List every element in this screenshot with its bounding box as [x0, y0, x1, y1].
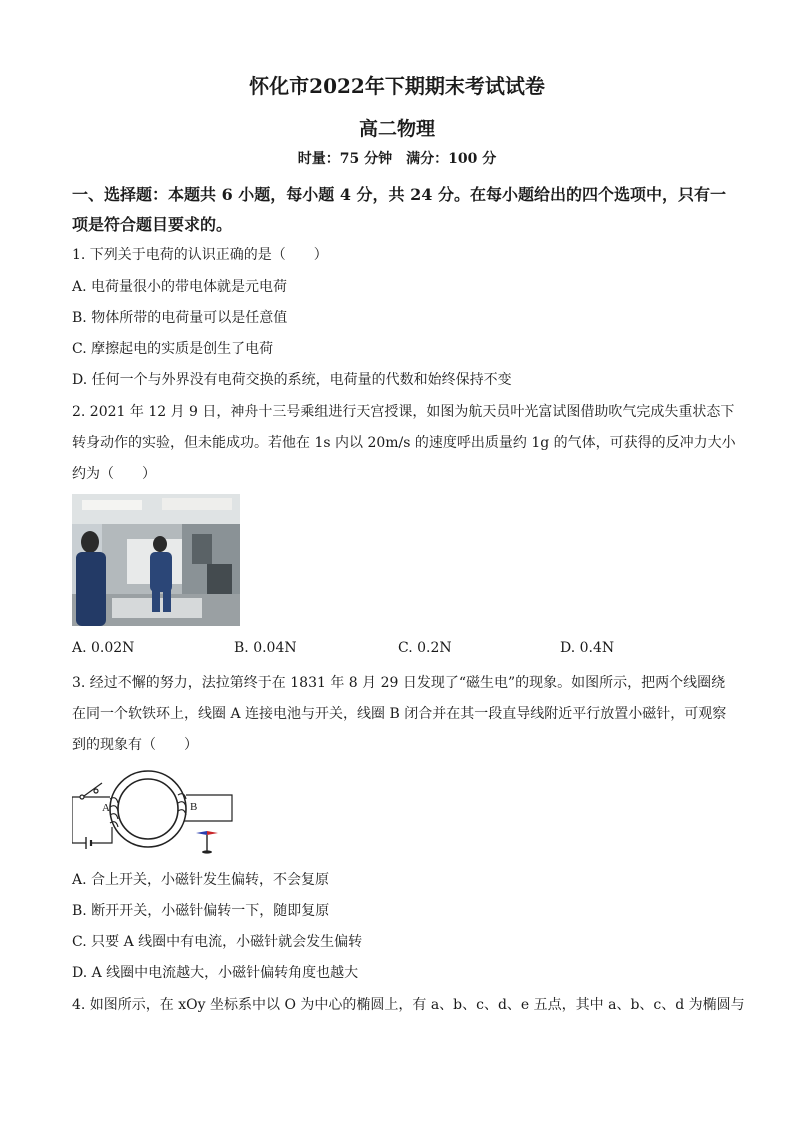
q2-stem-line1: 2. 2021 年 12 月 9 日，神舟十三号乘组进行天宫授课，如图为航天员叶光富试图借助吹气完成失重状态下 [72, 404, 735, 420]
q2-stem-line2: 转身动作的实验，但未能成功。若他在 1s 内以 20m/s 的速度呼出质量约 1g 的气体，可获得的反冲力大小 [72, 435, 736, 451]
q3-stem-line1: 3. 经过不懈的努力，法拉第终于在 1831 年 8 月 29 日发现了“磁生电”的现象。如图所示，把两个线圈绕 [72, 675, 726, 691]
q3-option-b: B. 断开开关，小磁针偏转一下，随即复原 [72, 903, 330, 919]
coil-b-label: B [190, 801, 198, 813]
q2-option-a: A. 0.02N [72, 640, 135, 656]
q3-option-c: C. 只要 A 线圈中有电流，小磁针就会发生偏转 [72, 934, 363, 950]
section-heading-line1: 一、选择题：本题共 6 小题，每小题 4 分，共 24 分。在每小题给出的四个选项中，只有一 [72, 185, 726, 204]
q3-stem-line2: 在同一个软铁环上，线圈 A 连接电池与开关，线圈 B 闭合并在其一段直导线附近平行放置小磁针，可观察 [72, 706, 727, 722]
q1-stem: 1. 下列关于电荷的认识正确的是（ ） [72, 247, 328, 263]
q2-option-c: C. 0.2N [398, 640, 452, 656]
q1-option-c: C. 摩擦起电的实质是创生了电荷 [72, 341, 274, 357]
exam-subject: 高二物理 [358, 118, 435, 140]
q2-option-b: B. 0.04N [234, 640, 297, 656]
coil-circuit-diagram [72, 765, 237, 860]
q3-stem-line3: 到的现象有（ ） [72, 737, 198, 753]
q1-option-d: D. 任何一个与外界没有电荷交换的系统，电荷量的代数和始终保持不变 [72, 372, 512, 388]
q1-option-a: A. 电荷量很小的带电体就是元电荷 [72, 279, 288, 295]
q4-stem-line1: 4. 如图所示，在 xOy 坐标系中以 O 为中心的椭圆上，有 a、b、c、d、e 五点，其中 a、b、c、d 为椭圆与 [72, 997, 745, 1013]
section-heading-line2: 项是符合题目要求的。 [72, 215, 233, 234]
q2-option-d: D. 0.4N [560, 640, 615, 656]
space-station-photo [72, 494, 240, 626]
q3-option-d: D. A 线圈中电流越大，小磁针偏转角度也越大 [72, 965, 359, 981]
exam-title: 怀化市2022年下期期末考试试卷 [249, 74, 545, 98]
coil-a-label: A [102, 802, 110, 814]
exam-info: 时量：75 分钟 满分：100 分 [297, 151, 497, 167]
q3-option-a: A. 合上开关，小磁针发生偏转，不会复原 [72, 872, 330, 888]
q1-option-b: B. 物体所带的电荷量可以是任意值 [72, 310, 288, 326]
q2-stem-line3: 约为（ ） [72, 466, 156, 482]
